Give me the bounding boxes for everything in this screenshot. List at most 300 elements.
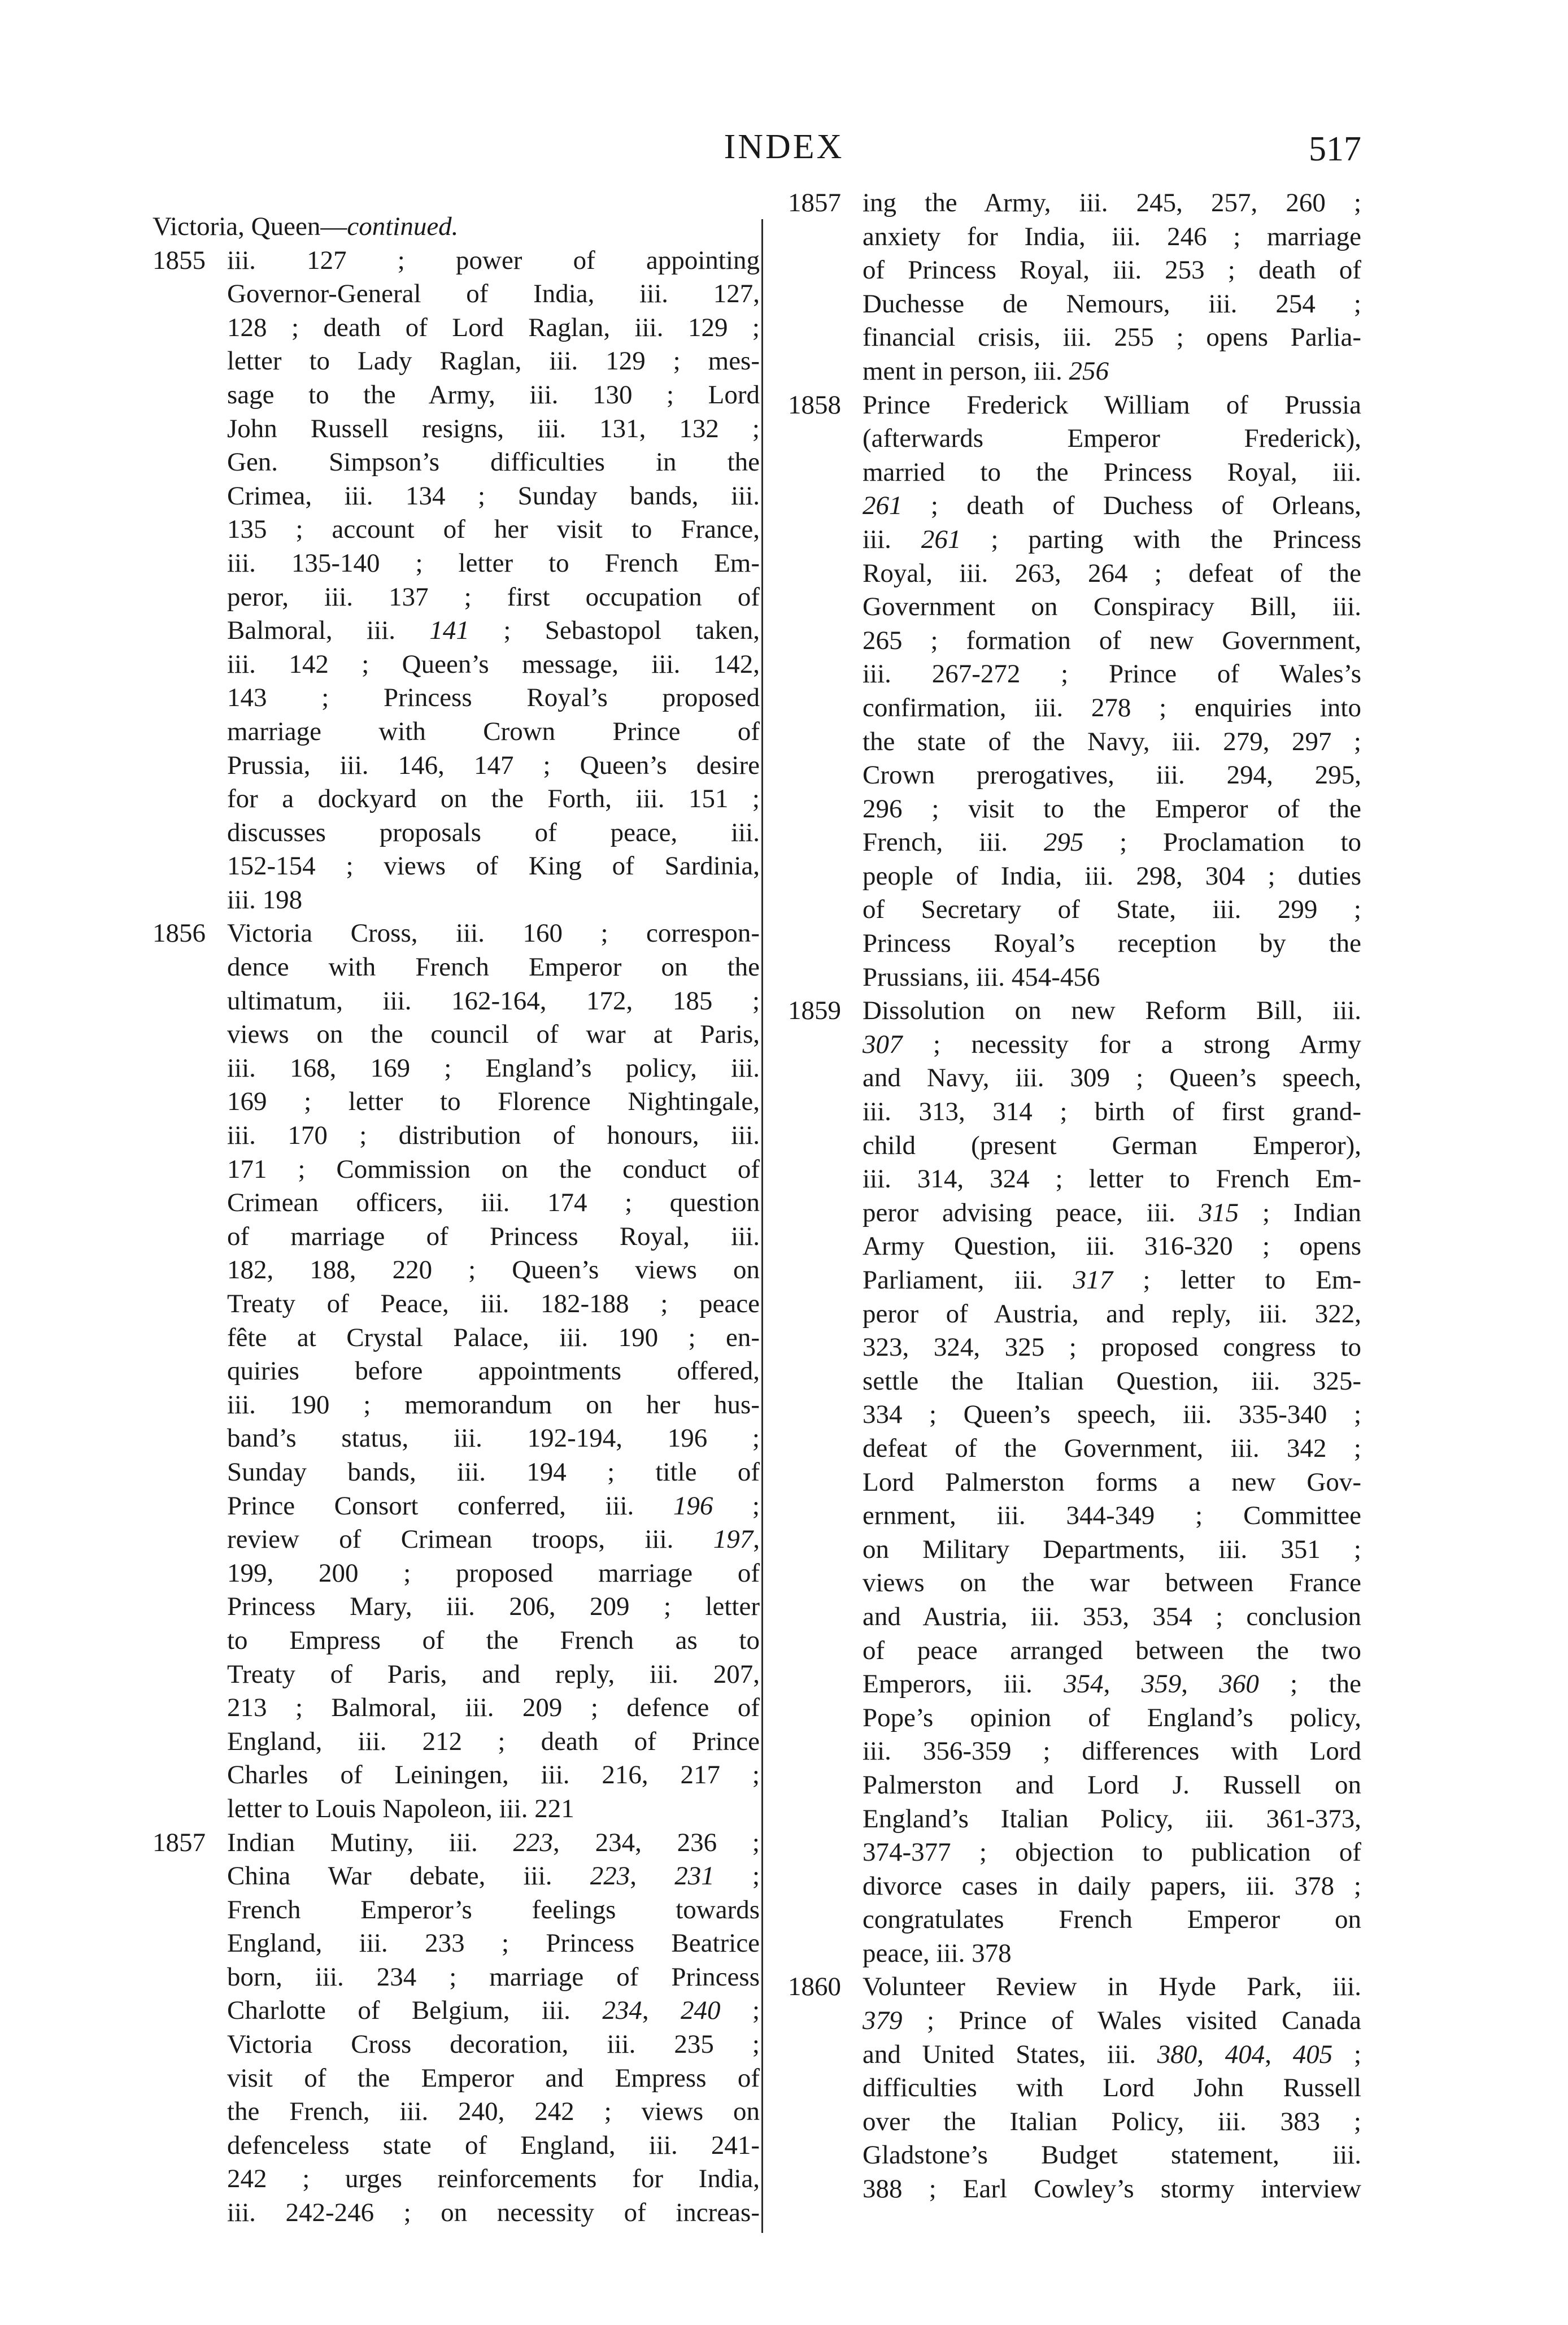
entry-text: [863, 1533, 1361, 1567]
text-run: of marriage of Princess Royal, iii.: [227, 1221, 760, 1251]
entry-text: [227, 1860, 760, 1893]
entry-text: [227, 1119, 760, 1153]
text-run: ;: [714, 1861, 760, 1891]
index-entry-year-line: [153, 1826, 760, 1860]
index-entry-line: [788, 1298, 1361, 1331]
entry-text: [227, 1826, 760, 1860]
text-run: Prussia, iii. 146, 147 ; Queen’s desire: [227, 750, 760, 780]
entry-year: 1860: [788, 1972, 841, 2002]
text-run: Prince Consort conferred, iii.: [227, 1491, 673, 1521]
text-run: ernment, iii. 344-349 ; Committee: [863, 1501, 1361, 1531]
text-run: ; death of Duchess of Orleans,: [902, 491, 1361, 521]
index-entry-line: [788, 220, 1361, 254]
entry-text: [863, 2172, 1361, 2206]
text-run: Indian Mutiny, iii.: [227, 1827, 513, 1857]
index-entry-line: [788, 2105, 1361, 2139]
text-run: iii. 190 ; memorandum on her hus-: [227, 1390, 760, 1420]
text-run: Princess Royal’s reception by the: [863, 929, 1361, 959]
index-entry-line: [153, 1658, 760, 1692]
column-divider: [761, 219, 763, 2233]
entry-text: [863, 1264, 1361, 1298]
text-run: ; letter to Em-: [1113, 1265, 1361, 1295]
index-entry-line: [153, 480, 760, 513]
entry-text: [227, 378, 760, 412]
entry-text: [227, 749, 760, 783]
text-run: 323, 324, 325 ; proposed congress to: [863, 1333, 1361, 1362]
index-entry-line: [153, 1388, 760, 1422]
text-run: 169 ; letter to Florence Nightingale,: [227, 1087, 760, 1117]
index-entry-line: [788, 1769, 1361, 1802]
text-run: iii. 142 ; Queen’s message, iii. 142,: [227, 649, 760, 679]
entry-text: [863, 793, 1361, 826]
index-entry-line: [153, 715, 760, 749]
entry-text: [863, 2004, 1361, 2038]
entry-text: [227, 850, 760, 883]
index-entry-line: [788, 893, 1361, 927]
index-column-right: [788, 186, 1361, 2206]
entry-text: [863, 355, 1361, 389]
text-run: the French, iii. 240, 242 ; views on: [227, 2097, 760, 2127]
text-run: Royal, iii. 263, 264 ; defeat of the: [863, 558, 1361, 588]
index-entry-line: [153, 2129, 760, 2163]
entry-year: 1857: [153, 1827, 206, 1857]
entry-text: [227, 614, 760, 648]
entry-text: [863, 1667, 1361, 1701]
italic-page-ref: 256: [1069, 356, 1109, 386]
entry-text: [227, 681, 760, 715]
index-entry-line: [788, 557, 1361, 591]
entry-text: [863, 1735, 1361, 1769]
text-run: John Russell resigns, iii. 131, 132 ;: [227, 413, 760, 443]
entry-text: [863, 1802, 1361, 1836]
index-entry-line: [788, 2038, 1361, 2072]
entry-text: [227, 2162, 760, 2196]
text-run: 265 ; formation of new Government,: [863, 625, 1361, 655]
index-entry-line: [788, 1028, 1361, 1062]
index-entry-line: [788, 456, 1361, 490]
entry-text: [227, 1523, 760, 1557]
entry-heading: [153, 210, 760, 244]
index-entry-line: [153, 648, 760, 682]
italic-page-ref: 317: [1073, 1265, 1113, 1295]
entry-text: [863, 186, 1361, 220]
entry-text: [863, 1600, 1361, 1634]
index-entry-line: [153, 581, 760, 615]
index-entry-line: [788, 826, 1361, 860]
entry-text: [863, 759, 1361, 793]
entry-text: [227, 480, 760, 513]
entry-text: [863, 1129, 1361, 1163]
text-run: divorce cases in daily papers, iii. 378 ;: [863, 1871, 1361, 1901]
index-entry-line: [788, 254, 1361, 288]
entry-text: [863, 1466, 1361, 1500]
entry-text: [227, 1153, 760, 1187]
italic-page-ref: 380: [1157, 2039, 1197, 2069]
index-entry-line: [153, 1052, 760, 1086]
text-run: (afterwards Emperor Frederick),: [863, 424, 1361, 454]
index-entry-line: [153, 2162, 760, 2196]
text-run: of peace arranged between the two: [863, 1635, 1361, 1665]
index-entry-line: [153, 883, 760, 917]
text-run: ,: [1181, 1669, 1219, 1699]
entry-text: [227, 883, 760, 917]
entry-text: [227, 1456, 760, 1490]
entry-text: [863, 691, 1361, 725]
text-run: 135 ; account of her visit to France,: [227, 515, 760, 545]
index-entry-line: [153, 1523, 760, 1557]
entry-text: [863, 1061, 1361, 1095]
text-run: 143 ; Princess Royal’s proposed: [227, 683, 760, 713]
text-run: and Navy, iii. 309 ; Queen’s speech,: [863, 1063, 1361, 1093]
index-entry-line: [153, 1691, 760, 1725]
text-run: ; Sebastopol taken,: [469, 616, 760, 646]
index-entry-line: [788, 1634, 1361, 1668]
entry-text: [227, 2062, 760, 2096]
text-run: Lord Palmerston forms a new Gov-: [863, 1467, 1361, 1497]
italic-page-ref: 307: [863, 1029, 903, 1059]
entry-text: [227, 1893, 760, 1927]
italic-page-ref: 360: [1219, 1669, 1259, 1699]
index-entry-year-line: [788, 1970, 1361, 2004]
index-entry-line: [153, 1590, 760, 1624]
entry-text: [863, 2139, 1361, 2172]
entry-text: [227, 648, 760, 682]
index-entry-line: [788, 1196, 1361, 1230]
index-entry-line: [788, 1230, 1361, 1264]
text-run: Crimea, iii. 134 ; Sunday bands, iii.: [227, 481, 760, 511]
index-entry-line: [788, 2139, 1361, 2172]
text-run: defeat of the Government, iii. 342 ;: [863, 1433, 1361, 1463]
index-entry-line: [153, 951, 760, 985]
entry-text: [863, 1634, 1361, 1668]
text-run: ,: [630, 1861, 675, 1891]
index-entry-line: [788, 691, 1361, 725]
entry-year: 1859: [788, 996, 841, 1026]
entry-text: [227, 1085, 760, 1119]
italic-page-ref: 315: [1199, 1198, 1239, 1227]
italic-page-ref: 223: [513, 1827, 554, 1857]
entry-text: [227, 446, 760, 480]
index-entry-line: [153, 1725, 760, 1759]
entry-text: [863, 523, 1361, 557]
index-entry-line: [153, 412, 760, 446]
text-run: Sunday bands, iii. 194 ; title of: [227, 1457, 760, 1487]
entry-text: [227, 951, 760, 985]
entry-text: [227, 1624, 760, 1658]
text-run: Prince Frederick William of Prussia: [863, 390, 1361, 420]
entry-text: [227, 1590, 760, 1624]
index-entry-line: [788, 523, 1361, 557]
text-run: iii. 313, 314 ; birth of first grand-: [863, 1097, 1361, 1127]
index-entry-line: [153, 1422, 760, 1456]
entry-text: [227, 1018, 760, 1052]
entry-text: [863, 1196, 1361, 1230]
index-entry-line: [153, 513, 760, 547]
text-run: Victoria, Queen—: [153, 212, 347, 241]
entry-text: [863, 1937, 1361, 1971]
index-entry-line: [788, 1398, 1361, 1432]
index-entry-line: [788, 1533, 1361, 1567]
entry-text: [227, 1422, 760, 1456]
page-title: INDEX: [724, 128, 844, 166]
text-run: ; Prince of Wales visited Canada: [902, 2006, 1361, 2036]
text-run: Gen. Simpson’s difficulties in the: [227, 447, 760, 477]
text-run: Duchesse de Nemours, iii. 254 ;: [863, 289, 1361, 319]
text-run: Government on Conspiracy Bill, iii.: [863, 592, 1361, 622]
entry-text: [227, 782, 760, 816]
entry-text: [863, 860, 1361, 894]
text-run: China War debate, iii.: [227, 1861, 590, 1891]
text-run: ,: [642, 1996, 681, 2026]
entry-text: [227, 513, 760, 547]
text-run: over the Italian Policy, iii. 383 ;: [863, 2106, 1361, 2136]
italic-page-ref: 197: [713, 1525, 753, 1555]
index-entry-line: [788, 2071, 1361, 2105]
entry-text: [863, 590, 1361, 624]
entry-text: [863, 1331, 1361, 1365]
text-run: ; Proclamation to: [1083, 828, 1361, 857]
index-entry-line: [153, 816, 760, 850]
text-run: ; parting with the Princess: [961, 524, 1361, 554]
entry-text: [863, 288, 1361, 321]
entry-text: [863, 1095, 1361, 1129]
text-run: views on the war between France: [863, 1568, 1361, 1598]
index-entry-line: [788, 1432, 1361, 1466]
text-run: French Emperor’s feelings towards: [227, 1895, 760, 1925]
text-run: ,: [1197, 2039, 1225, 2069]
entry-text: [227, 412, 760, 446]
index-entry-year-line: [153, 917, 760, 951]
entry-text: [227, 581, 760, 615]
entry-text: [863, 1298, 1361, 1331]
text-run: married to the Princess Royal, iii.: [863, 457, 1361, 487]
text-run: Prussians, iii. 454-456: [863, 962, 1100, 992]
text-run: ; necessity for a strong Army: [902, 1029, 1361, 1059]
text-run: ultimatum, iii. 162-164, 172, 185 ;: [227, 986, 760, 1016]
index-entry-line: [153, 850, 760, 883]
index-entry-line: [153, 614, 760, 648]
running-head: [0, 127, 1568, 172]
index-entry-line: [153, 2028, 760, 2062]
text-run: anxiety for India, iii. 246 ; marriage: [863, 221, 1361, 251]
entry-text: [863, 1903, 1361, 1937]
entry-text: [227, 1388, 760, 1422]
text-run: Victoria Cross decoration, iii. 235 ;: [227, 2030, 760, 2060]
text-run: confirmation, iii. 278 ; enquiries into: [863, 693, 1361, 722]
entry-text: [863, 1870, 1361, 1904]
text-run: ,: [753, 1525, 760, 1555]
entry-text: [227, 244, 760, 278]
index-entry-line: [788, 793, 1361, 826]
index-entry-line: [153, 1018, 760, 1052]
entry-text: [863, 1162, 1361, 1196]
index-entry-line: [153, 2062, 760, 2096]
index-entry-line: [788, 1701, 1361, 1735]
entry-text: [863, 2038, 1361, 2072]
entry-text: [863, 826, 1361, 860]
text-run: iii. 242-246 ; on necessity of increas-: [227, 2198, 760, 2228]
index-entry-line: [788, 1600, 1361, 1634]
text-run: Treaty of Peace, iii. 182-188 ; peace: [227, 1289, 760, 1318]
index-column-left: [153, 210, 760, 2230]
text-run: iii. 135-140 ; letter to French Em-: [227, 548, 760, 578]
text-run: iii. 170 ; distribution of honours, iii.: [227, 1121, 760, 1151]
entry-text: [863, 422, 1361, 456]
text-run: of Secretary of State, iii. 299 ;: [863, 895, 1361, 925]
italic-page-ref: 261: [921, 524, 961, 554]
index-entry-line: [788, 1903, 1361, 1937]
text-run: England, iii. 233 ; Princess Beatrice: [227, 1928, 760, 1958]
index-entry-line: [153, 1287, 760, 1321]
index-entry-line: [788, 489, 1361, 523]
italic-page-ref: 141: [429, 616, 469, 646]
italic-page-ref: 405: [1292, 2039, 1333, 2069]
text-run: iii. 198: [227, 885, 303, 915]
entry-text: [227, 1253, 760, 1287]
text-run: ; the: [1258, 1669, 1361, 1699]
text-run: congratulates French Emperor on: [863, 1905, 1361, 1935]
text-run: the state of the Navy, iii. 279, 297 ;: [863, 726, 1361, 756]
index-entry-line: [153, 547, 760, 581]
text-run: ing the Army, iii. 245, 257, 260 ;: [863, 188, 1361, 217]
entry-text: [227, 2129, 760, 2163]
index-entry-line: [153, 1355, 760, 1388]
entry-text: [863, 2071, 1361, 2105]
text-run: 199, 200 ; proposed marriage of: [227, 1558, 760, 1588]
index-entry-line: [788, 1466, 1361, 1500]
text-run: difficulties with Lord John Russell: [863, 2073, 1361, 2103]
index-entry-line: [153, 985, 760, 1018]
text-run: letter to Lady Raglan, iii. 129 ; mes-: [227, 346, 760, 376]
text-run: born, iii. 234 ; marriage of Princess: [227, 1962, 760, 1992]
text-run: iii. 168, 169 ; England’s policy, iii.: [227, 1053, 760, 1083]
entry-text: [863, 389, 1361, 423]
text-run: iii. 356-359 ; differences with Lord: [863, 1736, 1361, 1766]
text-run: Dissolution on new Reform Bill, iii.: [863, 996, 1361, 1026]
index-entry-line: [153, 782, 760, 816]
text-run: iii. 127 ; power of appointing: [227, 245, 760, 275]
index-entry-line: [788, 1061, 1361, 1095]
index-entry-line: [788, 2172, 1361, 2206]
text-run: financial crisis, iii. 255 ; opens Parlia-: [863, 323, 1361, 352]
text-run: Balmoral, iii.: [227, 616, 430, 646]
index-entry-line: [788, 2004, 1361, 2038]
entry-text: [863, 624, 1361, 658]
text-run: discusses proposals of peace, iii.: [227, 817, 760, 847]
index-entry-line: [788, 1802, 1361, 1836]
text-run: for a dockyard on the Forth, iii. 151 ;: [227, 784, 760, 814]
entry-text: [863, 557, 1361, 591]
index-entry-line: [788, 1870, 1361, 1904]
entry-text: [227, 1758, 760, 1792]
index-entry-line: [153, 345, 760, 378]
text-run: ,: [1103, 1669, 1142, 1699]
entry-text: [863, 489, 1361, 523]
index-entry-line: [153, 1253, 760, 1287]
text-run: peror, iii. 137 ; first occupation of: [227, 582, 760, 612]
entry-text: [863, 1028, 1361, 1062]
text-run: defenceless state of England, iii. 241-: [227, 2130, 760, 2160]
text-run: Crown prerogatives, iii. 294, 295,: [863, 760, 1361, 790]
index-entry-line: [153, 1758, 760, 1792]
text-run: Charles of Leiningen, iii. 216, 217 ;: [227, 1760, 760, 1790]
text-run: 242 ; urges reinforcements for India,: [227, 2164, 760, 2194]
entry-text: [227, 1994, 760, 2028]
text-run: Crimean officers, iii. 174 ; question: [227, 1188, 760, 1218]
index-entry-line: [153, 1860, 760, 1893]
index-entry-line: [153, 1893, 760, 1927]
index-entry-line: [153, 2095, 760, 2129]
entry-text: [227, 547, 760, 581]
text-run: Volunteer Review in Hyde Park, iii.: [863, 1972, 1361, 2002]
entry-text: [227, 1725, 760, 1759]
entry-text: [227, 1557, 760, 1591]
index-entry-line: [788, 725, 1361, 759]
text-run: Princess Mary, iii. 206, 209 ; letter: [227, 1592, 760, 1622]
index-entry-line: [153, 1186, 760, 1220]
text-run: and Austria, iii. 353, 354 ; conclusion: [863, 1601, 1361, 1631]
italic-page-ref: 295: [1043, 828, 1084, 857]
index-entry-line: [788, 759, 1361, 793]
text-run: people of India, iii. 298, 304 ; duties: [863, 861, 1361, 891]
text-run: peace, iii. 378: [863, 1938, 1012, 1968]
index-entry-line: [788, 1735, 1361, 1769]
entry-text: [863, 1365, 1361, 1399]
text-run: French, iii.: [863, 828, 1044, 857]
index-entry-line: [788, 658, 1361, 691]
entry-text: [863, 658, 1361, 691]
text-run: of Princess Royal, iii. 253 ; death of: [863, 255, 1361, 285]
text-run: letter to Louis Napoleon, iii. 221: [227, 1793, 574, 1823]
index-entry-line: [153, 277, 760, 311]
entry-text: [227, 1287, 760, 1321]
text-run: Pope’s opinion of England’s policy,: [863, 1703, 1361, 1732]
index-entry-line: [153, 1624, 760, 1658]
text-run: band’s status, iii. 192-194, 196 ;: [227, 1423, 760, 1453]
entry-text: [863, 2105, 1361, 2139]
text-run: ; Indian: [1239, 1198, 1361, 1227]
entry-text: [227, 1792, 760, 1826]
index-entry-year-line: [788, 994, 1361, 1028]
entry-text: [863, 725, 1361, 759]
index-entry-line: [153, 1119, 760, 1153]
italic-page-ref: 240: [681, 1996, 721, 2026]
entry-text: [863, 456, 1361, 490]
index-entry-line: [153, 1994, 760, 2028]
entry-text: [863, 1398, 1361, 1432]
entry-text: [227, 277, 760, 311]
text-run: Treaty of Paris, and reply, iii. 207,: [227, 1659, 760, 1689]
text-run: and United States, iii.: [863, 2039, 1157, 2069]
index-entry-year-line: [788, 186, 1361, 220]
index-entry-line: [153, 749, 760, 783]
index-entry-line: [153, 681, 760, 715]
index-entry-line: [788, 927, 1361, 961]
text-run: iii. 267-272 ; Prince of Wales’s: [863, 659, 1361, 689]
index-entry-line: [153, 1085, 760, 1119]
index-entry-line: [153, 1220, 760, 1254]
entry-text: [227, 715, 760, 749]
entry-text: [863, 321, 1361, 355]
index-entry-line: [788, 288, 1361, 321]
entry-year: 1858: [788, 390, 841, 420]
index-entry-line: [788, 590, 1361, 624]
text-run: Parliament, iii.: [863, 1265, 1073, 1295]
text-run: England, iii. 212 ; death of Prince: [227, 1726, 760, 1756]
index-entry-line: [153, 1456, 760, 1490]
entry-text: [227, 2028, 760, 2062]
entry-text: [227, 1691, 760, 1725]
